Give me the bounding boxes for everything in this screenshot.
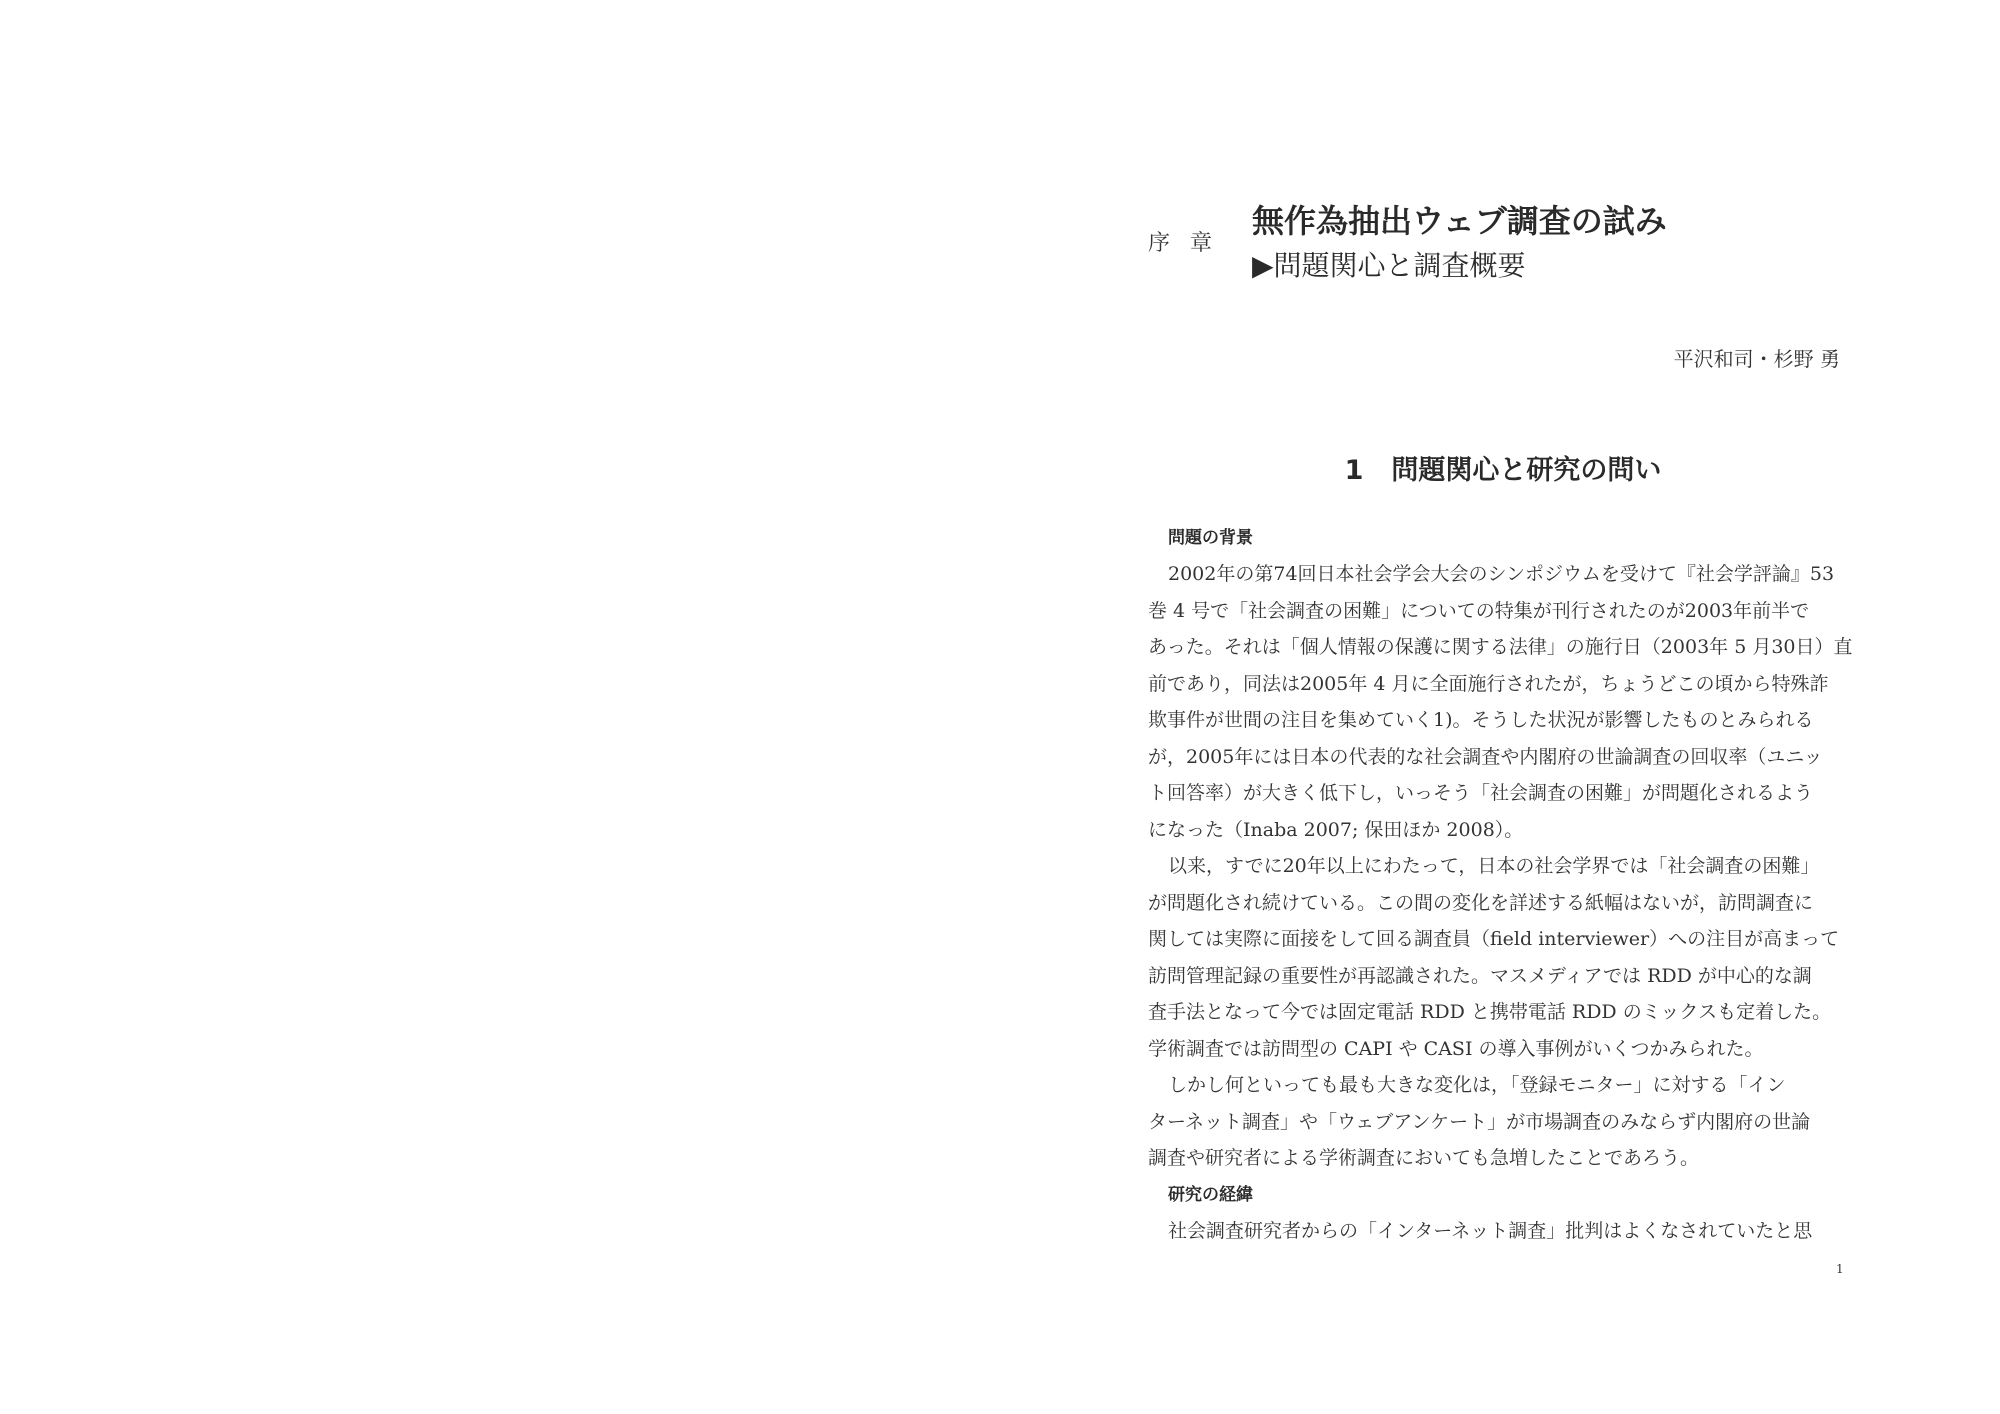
- page-number: 1: [1836, 1262, 1844, 1276]
- text-line: が問題化され続けている。この間の変化を詳述する紙幅はないが，訪問調査に: [1148, 891, 1814, 914]
- text-line: しかし何といっても最も大きな変化は，「登録モニター」に対する「イン: [1168, 1074, 1786, 1096]
- chapter-subtitle: ▶問題関心と調査概要: [1252, 249, 1526, 282]
- text-line: ターネット調査」や「ウェブアンケート」が市場調査のみならず内閣府の世論: [1148, 1110, 1811, 1133]
- text-line: 巻 4 号で「社会調査の困難」についての特集が刊行されたのが2003年前半で: [1148, 599, 1810, 622]
- text-line: あった。それは「個人情報の保護に関する法律」の施行日（2003年 5 月30日）直: [1148, 636, 1853, 658]
- text-line: が，2005年には日本の代表的な社会調査や内閣府の世論調査の回収率（ユニッ: [1148, 745, 1823, 768]
- text-line: 訪問管理記録の重要性が再認識された。マスメディアでは RDD が中心的な調: [1148, 964, 1812, 987]
- text-line: 2002年の第74回日本社会学会大会のシンポジウムを受けて『社会学評論』53: [1168, 563, 1835, 585]
- body-text: [1148, 520, 1860, 1249]
- authors: 平沢和司・杉野 勇: [1673, 347, 1840, 371]
- text-line: 関しては実際に面接をして回る調査員（field interviewer）への注目が高まって: [1148, 928, 1840, 950]
- text-line: 社会調査研究者からの「インターネット調査」批判はよくなされていたと思: [1168, 1219, 1813, 1242]
- text-line: 査手法となって今では固定電話 RDD と携帯電話 RDD のミックスも定着した。: [1148, 1001, 1832, 1023]
- chapter-label: 序章: [1148, 231, 1233, 256]
- text-line: 欺事件が世間の注目を集めていく1)。そうした状況が影響したものとみられる: [1148, 709, 1814, 731]
- text-line: 調査や研究者による学術調査においても急増したことであろう。: [1148, 1147, 1700, 1169]
- section-heading: [1148, 448, 1858, 487]
- text-line: 前であり，同法は2005年 4 月に全面施行されたが，ちょうどこの頃から特殊詐: [1148, 672, 1829, 695]
- section-title: 問題関心と研究の問い: [1391, 455, 1662, 486]
- text-line: 学術調査では訪問型の CAPI や CASI の導入事例がいくつかみられた。: [1148, 1037, 1764, 1060]
- chapter-title: 無作為抽出ウェブ調査の試み: [1252, 202, 1667, 240]
- text-line: 以来，すでに20年以上にわたって，日本の社会学界では「社会調査の困難」: [1168, 855, 1820, 877]
- text-line: になった（Inaba 2007; 保田ほか 2008）。: [1148, 818, 1524, 841]
- subheading-background: 問題の背景: [1168, 528, 1253, 548]
- subheading-research: 研究の経緯: [1168, 1184, 1253, 1205]
- section-number: 1: [1344, 455, 1364, 486]
- text-line: ト回答率）が大きく低下し，いっそう「社会調査の困難」が問題化されるよう: [1148, 782, 1814, 804]
